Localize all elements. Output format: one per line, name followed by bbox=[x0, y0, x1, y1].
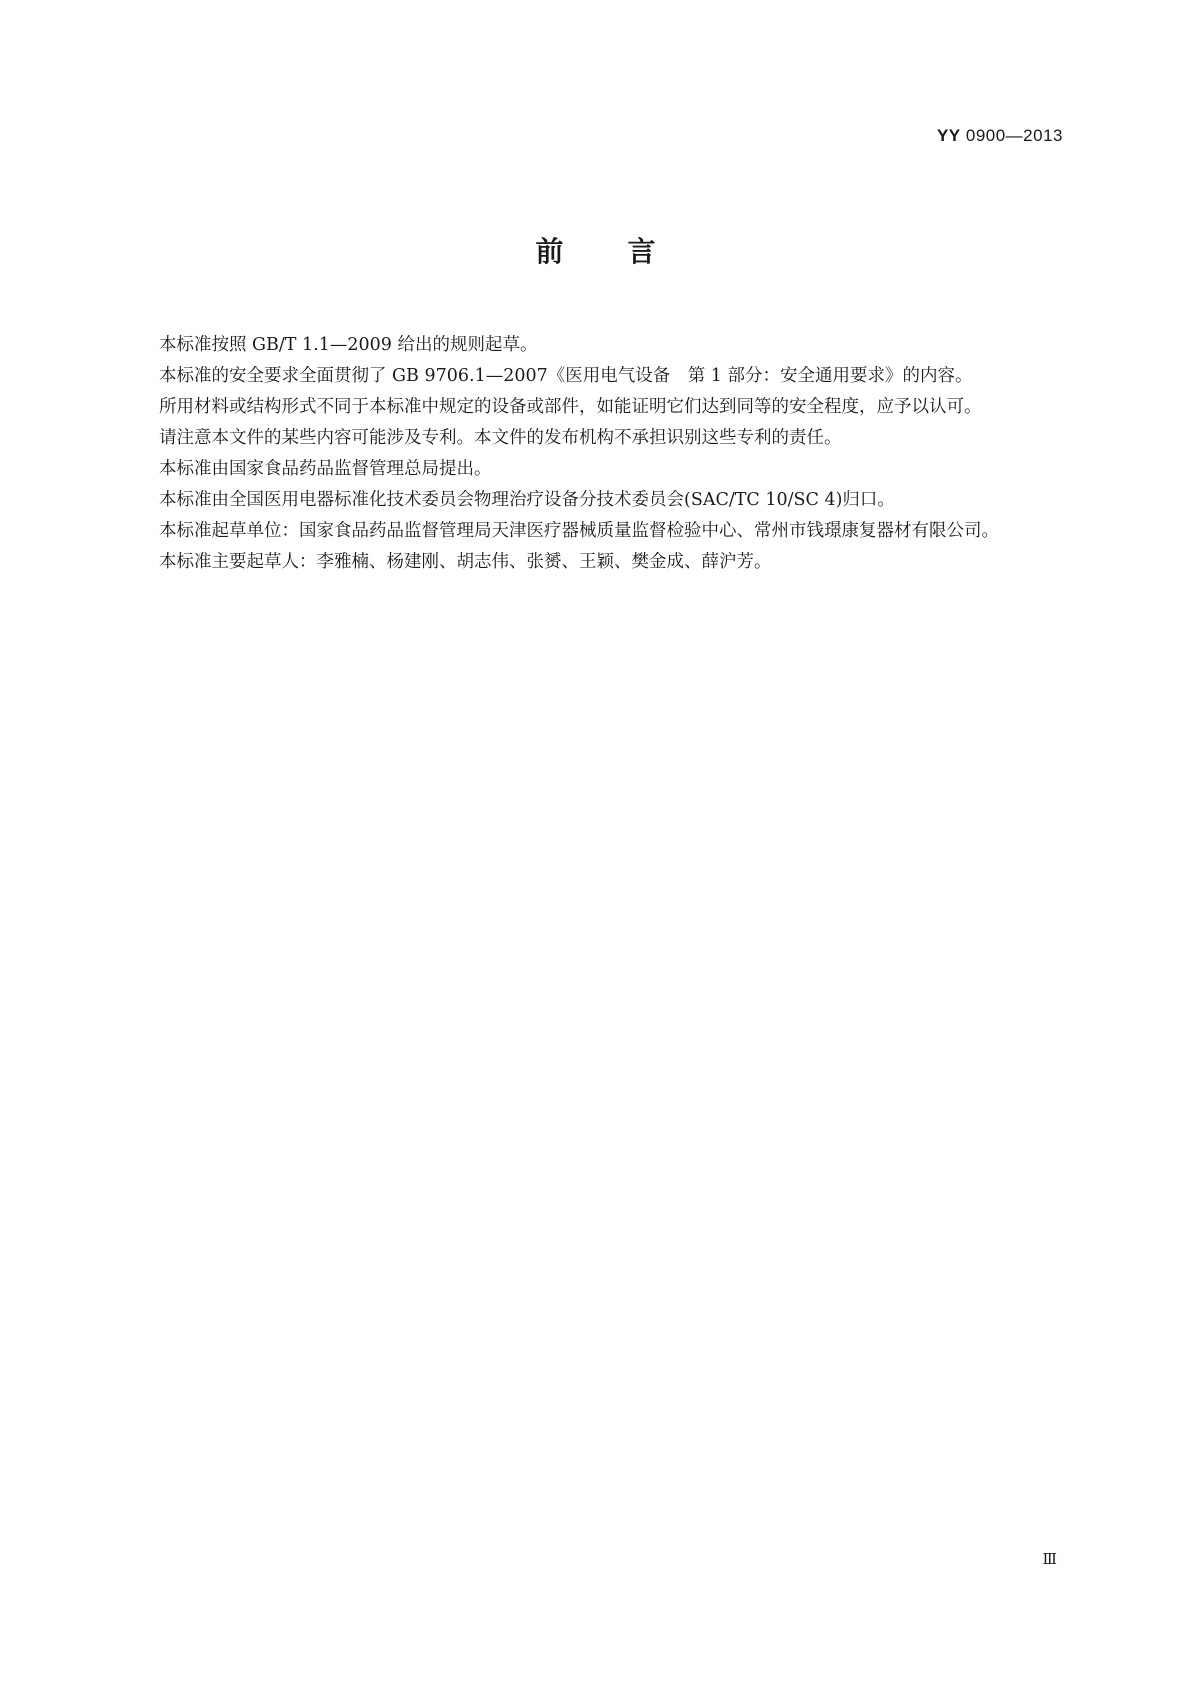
standard-code bbox=[937, 126, 1063, 146]
paragraph-materials: 所用材料或结构形式不同于本标准中规定的设备或部件，如能证明它们达到同等的安全程度，应予以认可。 bbox=[159, 397, 982, 417]
paragraph-proposed-by: 本标准由国家食品药品监督管理总局提出。 bbox=[159, 459, 492, 479]
paragraph-safety-requirements: 本标准的安全要求全面贯彻了 GB 9706.1—2007《医用电气设备 第 1 部分：安全通用要求》的内容。 bbox=[159, 366, 973, 386]
paragraph-drafting-rules: 本标准按照 GB/T 1.1—2009 给出的规则起草。 bbox=[159, 335, 538, 355]
paragraph-drafters: 本标准主要起草人：李雅楠、杨建刚、胡志伟、张赟、王颖、樊金成、薛沪芳。 bbox=[159, 552, 772, 572]
standard-code-number: 0900—2013 bbox=[965, 126, 1063, 145]
standard-code-prefix: YY bbox=[936, 126, 961, 145]
page-number: Ⅲ bbox=[1042, 1550, 1056, 1568]
page-title: 前言 bbox=[535, 235, 720, 268]
foreword-body bbox=[124, 330, 1068, 578]
paragraph-centralized-by: 本标准由全国医用电器标准化技术委员会物理治疗设备分技术委员会(SAC/TC 10/SC 4)归口。 bbox=[159, 490, 895, 510]
paragraph-drafting-units: 本标准起草单位：国家食品药品监督管理局天津医疗器械质量监督检验中心、常州市钱璟康复器材有限公司。 bbox=[159, 521, 999, 541]
paragraph-patents: 请注意本文件的某些内容可能涉及专利。本文件的发布机构不承担识别这些专利的责任。 bbox=[159, 428, 842, 448]
